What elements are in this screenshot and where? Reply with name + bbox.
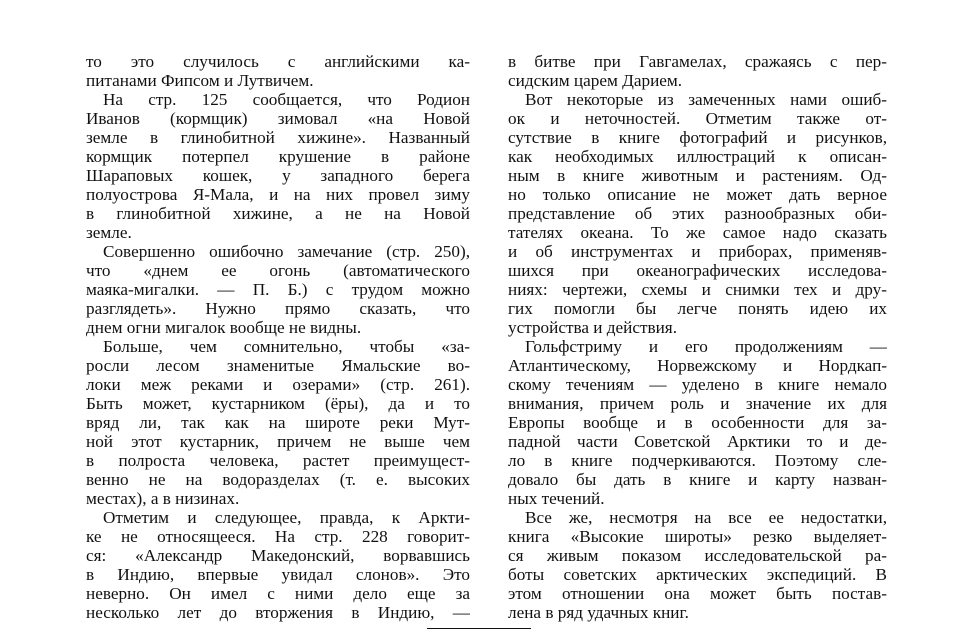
text-line: тателях океана. То же самое надо сказать xyxy=(508,223,887,242)
text-line: ниях: чертежи, схемы и снимки тех и дру- xyxy=(508,280,887,299)
text-line: разглядеть». Нужно прямо сказать, что xyxy=(86,299,470,318)
text-line: днем огни мигалок вообще не видны. xyxy=(86,318,362,337)
text-line: внимания, причем роль и значение их для xyxy=(508,394,887,413)
text-line: кормщик потерпел крушение в районе xyxy=(86,147,470,166)
text-line: этом отношении она может быть постав- xyxy=(508,584,887,603)
text-line: неверно. Он имел с ними дело еще за xyxy=(86,584,470,603)
text-line: Все же, несмотря на все ее недостатки, xyxy=(525,508,887,527)
text-line: Атлантическому, Норвежскому и Нордкап- xyxy=(508,356,887,375)
text-line: ке не относящееся. На стр. 228 говорит- xyxy=(86,527,470,546)
text-line: питанами Фипсом и Лутвичем. xyxy=(86,71,314,90)
text-line: венно не на водоразделах (т. е. высоких xyxy=(86,470,470,489)
text-line: ных течений. xyxy=(508,489,605,508)
text-line: На стр. 125 сообщается, что Родион xyxy=(103,90,470,109)
text-line: Совершенно ошибочно замечание (стр. 250), xyxy=(103,242,470,261)
text-line: лена в ряд удачных книг. xyxy=(508,603,689,622)
text-line: сутствие в книге фотографий и рисунков, xyxy=(508,128,887,147)
text-line: локи меж реками и озерами» (стр. 261). xyxy=(86,375,470,394)
text-line: Иванов (кормщик) зимовал «на Новой xyxy=(86,109,470,128)
text-line: что «днем ее огонь (автоматического xyxy=(86,261,470,280)
text-line: сидским царем Дарием. xyxy=(508,71,683,90)
text-line: в глинобитной хижине, а не на Новой xyxy=(86,204,470,223)
text-line: представление об этих разнообразных оби- xyxy=(508,204,887,223)
text-line: ся живым показом исследовательской ра- xyxy=(508,546,887,565)
text-line: росли лесом знаменитые Ямальские во- xyxy=(86,356,470,375)
text-line: и об инструментах и приборах, применяв- xyxy=(508,242,887,261)
left-text-column xyxy=(86,52,470,622)
text-line: гих помогли бы легче понять идею их xyxy=(508,299,887,318)
text-line: земле. xyxy=(86,223,132,242)
text-line: Шараповых кошек, у западного берега xyxy=(86,166,470,185)
text-line: скому течениям — уделено в книге немало xyxy=(508,375,887,394)
text-line: как необходимых иллюстраций к описан- xyxy=(508,147,887,166)
text-line: ло в книге подчеркиваются. Поэтому сле- xyxy=(508,451,887,470)
text-line: местах), а в низинах. xyxy=(86,489,240,508)
text-line: Европы вообще и в особенности для за- xyxy=(508,413,887,432)
text-line: ной этот кустарник, причем не выше чем xyxy=(86,432,470,451)
text-line: земле в глинобитной хижине». Названный xyxy=(86,128,470,147)
text-line: в битве при Гавгамелах, сражаясь с пер- xyxy=(508,52,887,71)
text-line: Отметим и следующее, правда, к Аркти- xyxy=(103,508,470,527)
text-line: вряд ли, так как на широте реки Мут- xyxy=(86,413,470,432)
text-line: полуострова Я-Мала, и на них провел зиму xyxy=(86,185,470,204)
text-line: падной части Советской Арктики то и де- xyxy=(508,432,887,451)
text-line: несколько лет до вторжения в Индию, — xyxy=(86,603,470,622)
text-line: то это случилось с английскими ка- xyxy=(86,52,470,71)
text-line: в полроста человека, растет преимущест- xyxy=(86,451,470,470)
text-line: но только описание не может дать верное xyxy=(508,185,887,204)
text-line: устройства и действия. xyxy=(508,318,678,337)
text-line: книга «Высокие широты» резко выделяет- xyxy=(508,527,887,546)
text-line: Гольфстриму и его продолжениям — xyxy=(525,337,887,356)
text-line: маяка-мигалки. — П. Б.) с трудом можно xyxy=(86,280,470,299)
text-line: довало бы дать в книге и карту назван- xyxy=(508,470,887,489)
text-line: шихся при океанографических исследова- xyxy=(508,261,887,280)
text-line: Вот некоторые из замеченных нами ошиб- xyxy=(525,90,887,109)
text-line: ся: «Александр Македонский, ворвавшись xyxy=(86,546,470,565)
text-line: ным в книге животным и растениям. Од- xyxy=(508,166,887,185)
text-line: боты советских арктических экспедиций. В xyxy=(508,565,887,584)
text-line: Больше, чем сомнительно, чтобы «за- xyxy=(103,337,470,356)
closing-rule xyxy=(427,628,531,629)
text-line: Быть может, кустарником (ёры), да и то xyxy=(86,394,470,413)
text-line: ок и неточностей. Отметим также от- xyxy=(508,109,887,128)
right-text-column xyxy=(508,52,887,622)
text-line: в Индию, впервые увидал слонов». Это xyxy=(86,565,470,584)
